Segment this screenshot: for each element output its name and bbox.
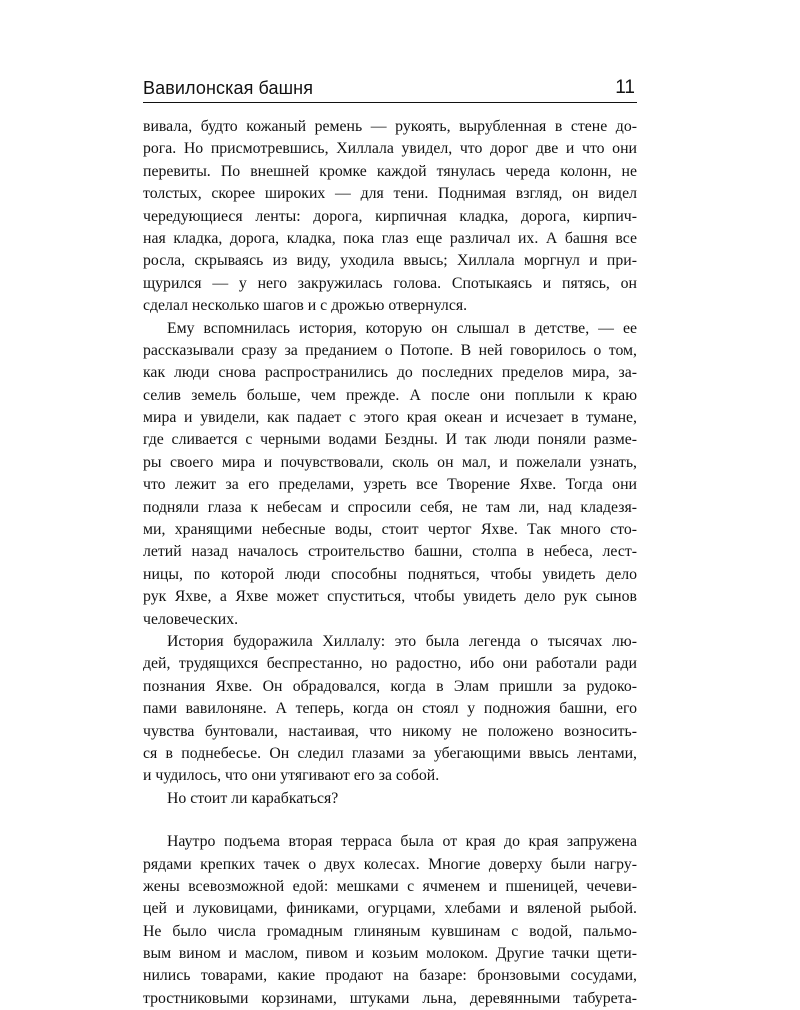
text-line: Но стоит ли карабкаться? [167,789,339,807]
text-line: тростниковыми корзинами, штуками льна, деревянными табурета- [143,989,637,1007]
text-line: рядами крепких тачек о двух колесах. Многие доверху были нагру- [143,855,637,873]
text-line: рассказывали сразу за преданием о Потопе. В ней говорилось о том, [143,341,637,359]
text-line: летий назад началось строительство башни, столпа в небеса, лест- [143,543,637,561]
text-line: рога. Но присмотревшись, Хиллала увидел, что дорог две и что они [143,140,637,158]
text-line: вивала, будто кожаный ремень — рукоять, вырубленная в стене до- [143,118,637,135]
text-line: и чудилось, что они утягивают его за собой. [143,767,440,785]
page-number: 11 [615,77,635,98]
text-line: подняли глаза к небесам и спросили себя, не там ли, над кладезя- [143,498,637,516]
text-line: ницы, по которой люди способны подняться, чтобы увидеть дело [143,565,637,583]
text-line: История будоражила Хиллалу: это была легенда о тысячах лю- [167,632,637,650]
body-text [143,116,637,1010]
paragraph [143,831,637,1010]
text-line: вым вином и маслом, пивом и козьим молоком. Другие тачки щети- [143,945,637,963]
running-header [143,76,637,103]
text-line: как люди снова распространились до последних пределов мира, за- [143,364,637,382]
text-line: сделал несколько шагов и с дрожью отвернулся. [143,297,468,315]
text-line: познания Яхве. Он обрадовался, когда в Элам пришли за рудоко- [143,677,637,695]
text-line: ры своего мира и почувствовали, сколь он мал, и пожелали узнать, [143,453,637,471]
text-line: рук Яхве, а Яхве может спуститься, чтобы увидеть дело рук сынов [143,588,637,606]
text-line: ми, хранящими небесные воды, стоит чертог Яхве. Так много сто- [143,521,637,539]
text-line: перевиты. По внешней кромке каждой тянулась череда колонн, не [143,162,637,180]
text-line: Наутро подъема вторая терраса была от края до края запружена [167,833,637,851]
text-line: росла, скрываясь из виду, уходила ввысь; Хиллала моргнул и при- [143,252,637,270]
paragraph [143,116,637,318]
text-line: цей и луковицами, финиками, огурцами, хлебами и вяленой рыбой. [143,900,637,918]
text-line: дей, трудящихся беспрестанно, но радостно, ибо они работали ради [143,655,637,673]
text-line: пами вавилоняне. А теперь, когда он стоял у подножия башни, его [143,700,637,718]
text-line: что лежит за его пределами, узреть все Творение Яхве. Тогда они [143,476,637,494]
text-line: где сливается с черными водами Бездны. И так люди поняли разме- [143,431,637,449]
section-break [143,810,637,831]
text-line: ся в поднебесье. Он следил глазами за убегающими ввысь лентами, [143,744,637,762]
paragraph [143,318,637,631]
text-line: Не было числа громадным глиняным кувшинам с водой, пальмо- [143,922,637,940]
paragraph [143,788,637,810]
text-line: чувства бунтовали, настаивая, что никому не положено возносить- [143,722,637,740]
text-line: человеческих. [143,610,239,628]
text-line: Ему вспомнилась история, которую он слышал в детстве, — ее [167,319,637,337]
paragraph [143,631,637,788]
text-line: селив земель больше, чем прежде. А после они поплыли к краю [143,386,637,404]
text-line: щурился — у него закружилась голова. Спотыкаясь и пятясь, он [143,274,637,292]
text-line: толстых, скорее широких — для тени. Поднимая взгляд, он видел [143,185,637,203]
text-line: жены всевозможной едой: мешками с ячменем и пшеницей, чечеви- [143,877,637,895]
text-line: ная кладка, дорога, кладка, пока глаз еще различал их. А башня все [143,229,637,247]
text-line: мира и увидели, как падает с этого края океан и исчезает в тумане, [143,409,637,427]
text-line: нились товарами, какие продают на базаре: бронзовыми сосудами, [143,967,637,985]
running-title: Вавилонская башня [143,78,314,98]
text-line: чередующиеся ленты: дорога, кирпичная кладка, дорога, кирпич- [143,207,637,225]
